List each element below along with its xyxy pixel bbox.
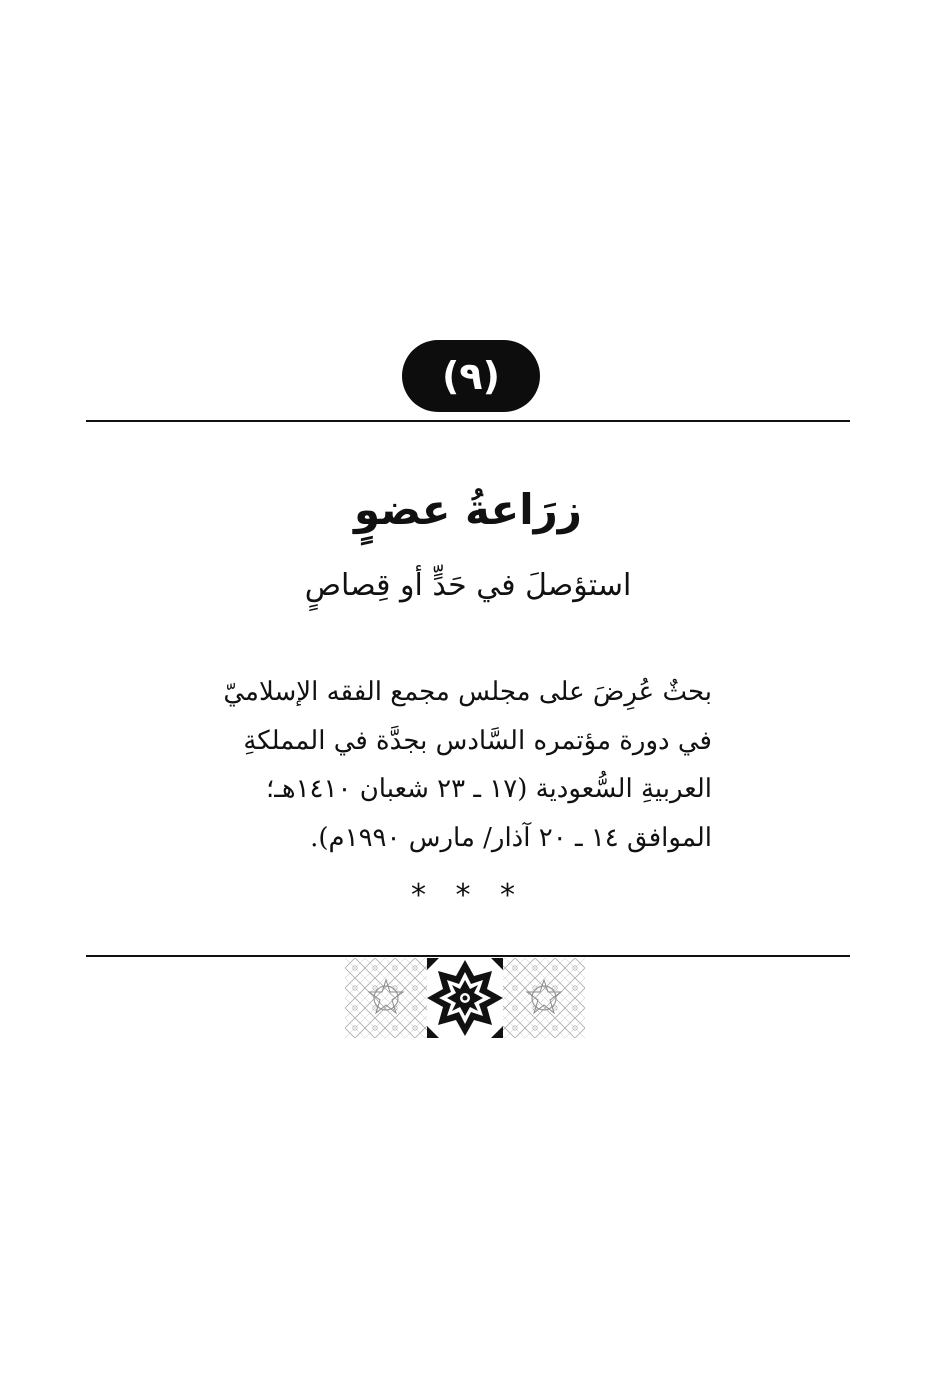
description-line: الموافق ١٤ ـ ٢٠ آذار/ مارس ١٩٩٠م). [310,822,712,853]
chapter-subtitle: استؤصلَ في حَدٍّ أو قِصاصٍ [304,568,632,603]
description-line: العربيةِ السُّعودية (١٧ ـ ٢٣ شعبان ١٤١٠هـ؛ [266,774,712,804]
geometric-ornament-icon [345,958,585,1038]
chapter-title: زرَاعةُ عضوٍ [354,485,582,534]
description-line: في دورة مؤتمره السَّادس بجدَّة في المملكةِ [243,725,712,756]
chapter-number: (٩) [442,354,500,398]
description-line: بحثٌ عُرِضَ على مجلس مجمع الفقه الإسلاميّ [223,677,712,707]
asterisk-separator: * * * [410,878,526,913]
top-divider [86,420,850,422]
chapter-description [223,668,712,862]
bottom-divider [86,955,850,957]
chapter-number-badge [402,340,540,412]
